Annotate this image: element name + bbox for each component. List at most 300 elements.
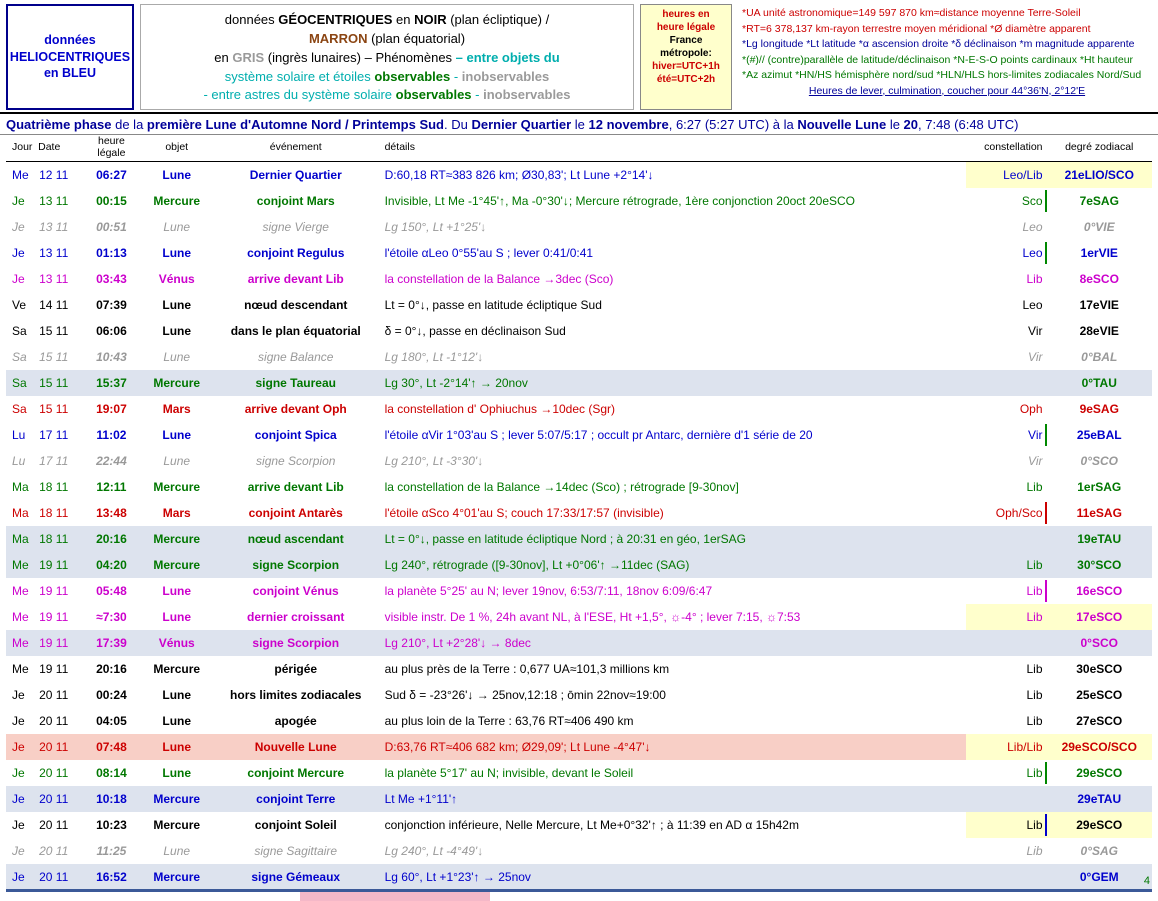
cell-details: Lt Me +1°11'↑ [379, 786, 967, 812]
cell-heure: 10:43 [96, 349, 127, 364]
cell-objet: Mercure [141, 552, 213, 578]
cell-date: 18 11 [39, 505, 69, 520]
visibility-bar [1045, 814, 1047, 836]
cell-date: 20 11 [39, 843, 69, 858]
geo-line3-a: en [214, 49, 233, 65]
table-row [6, 708, 1152, 734]
cell-objet: Mercure [153, 661, 201, 676]
cell-date: 20 11 [39, 687, 69, 702]
geo-line1-a: données [224, 12, 279, 27]
cell-constellation: Vir [1028, 453, 1043, 468]
cell-evenement: arrive devant Oph [244, 401, 347, 416]
cell-objet: Lune [163, 843, 191, 858]
cell-degre-zodiacal: 11eSAG [1076, 505, 1122, 520]
heliocentric-legend-box [6, 4, 134, 110]
cell-constellation: Lib [1026, 271, 1043, 286]
cell-heure: 11:02 [96, 427, 127, 442]
cell-constellation: Lib [1026, 661, 1043, 676]
cell-degre-zodiacal: 0°VIE [1083, 219, 1115, 234]
cell-heure: 19:07 [96, 401, 127, 416]
cell-evenement: arrive devant Lib [247, 271, 344, 286]
cell-heure: 22:44 [96, 453, 127, 468]
cell-date: 20 11 [36, 864, 82, 890]
cell-date: 19 11 [39, 609, 69, 624]
cell-objet: Lune [162, 583, 192, 598]
cell-degre-zodiacal: 17eSCO [1047, 604, 1153, 630]
cell-evenement: conjoint Spica [254, 427, 337, 442]
cell-heure: 00:51 [96, 219, 127, 234]
cell-degre-zodiacal: 0°GEM [1047, 864, 1153, 890]
cell-evenement: hors limites zodiacales [230, 687, 362, 702]
cell-jour: Lu [12, 453, 26, 468]
cell-constellation: Oph [1019, 401, 1043, 416]
cell-degre-zodiacal: 0°SCO [1080, 453, 1118, 468]
table-row [6, 448, 1152, 474]
cell-objet: Lune [162, 687, 192, 702]
cell-constellation: Lib [966, 812, 1046, 838]
cell-degre-zodiacal: 17eVIE [1079, 297, 1119, 312]
cell-details: la constellation de la Balance →3dec (Sco) [384, 271, 614, 286]
cell-objet: Lune [141, 734, 213, 760]
cell-objet: Lune [162, 765, 192, 780]
cell-evenement: Nouvelle Lune [213, 734, 379, 760]
cell-constellation [966, 630, 1046, 656]
cell-evenement: conjoint Mercure [247, 765, 345, 780]
cell-details: au plus près de la Terre : 0,677 UA≈101,3 millions km [384, 661, 670, 676]
cell-heure: 06:06 [96, 323, 127, 338]
cell-evenement: signe Sagittaire [254, 843, 338, 858]
col-header-event: événement [213, 135, 379, 162]
cell-date: 19 11 [36, 630, 82, 656]
page-number: 4 [1143, 875, 1150, 887]
cell-objet: Lune [162, 609, 192, 624]
phase-title [0, 112, 1158, 135]
cell-date: 12 11 [39, 167, 69, 182]
cell-constellation [966, 864, 1046, 890]
table-row [6, 812, 1152, 838]
cell-constellation: Oph/Sco [966, 500, 1046, 526]
cell-jour: Je [12, 713, 25, 728]
cell-heure: 05:48 [96, 583, 127, 598]
geo-line5-d: inobservables [483, 87, 571, 103]
table-row [6, 162, 1152, 188]
title-part-h: , 6:27 (5:27 UTC) à la [668, 117, 798, 132]
title-part-i: Nouvelle Lune [797, 117, 887, 132]
legend-line-4: Heures de lever, culmination, coucher pour 44°36'N, 2°12'E [808, 84, 1086, 97]
cell-heure: 00:24 [96, 687, 127, 702]
cell-date: 13 11 [39, 245, 69, 260]
table-row [6, 266, 1152, 292]
table-row [6, 188, 1152, 214]
cell-evenement: signe Balance [258, 349, 334, 364]
cell-degre-zodiacal: 21eLIO/SCO [1047, 162, 1153, 188]
cell-details: Sud δ = -23°26'↓ → 25nov,12:18 ; ōmin 22nov≈19:00 [384, 687, 666, 702]
cell-constellation: Lib [966, 552, 1046, 578]
cell-objet: Mercure [153, 817, 201, 832]
table-row [6, 292, 1152, 318]
legend-line-3: *(#)// (contre)parallèle de latitude/déclinaison *N-E-S-O points cardinaux *Ht hauteur *Az azimut *HN/HS hémisphère nord/sud *HLN/HLS hors-limites zodiacales Nord/Sud [742, 53, 1142, 82]
cell-heure: 17:39 [82, 630, 140, 656]
cell-constellation: Leo [966, 240, 1046, 266]
cell-evenement: périgée [274, 661, 318, 676]
cell-heure: 06:27 [96, 167, 127, 182]
visibility-bar [1045, 424, 1047, 446]
cell-details: D:60,18 RT≈383 826 km; Ø30,83'; Lt Lune +2°14'↓ [384, 167, 654, 182]
cell-evenement: signe Gémeaux [213, 864, 379, 890]
cell-jour: Je [12, 271, 25, 286]
cell-date: 14 11 [39, 297, 69, 312]
cell-objet: Mercure [141, 786, 213, 812]
cell-heure: 20:16 [96, 661, 127, 676]
table-row [6, 422, 1152, 448]
hour-line-2: heure légale [656, 22, 716, 33]
geo-line4-b: observables [374, 68, 451, 84]
cell-date: 15 11 [39, 401, 69, 416]
table-row [6, 370, 1152, 396]
cell-details: Invisible, Lt Me -1°45'↑, Ma -0°30'↓; Mercure rétrograde, 1ère conjonction 20oct 20eSCO [384, 193, 856, 208]
cell-jour: Ma [12, 479, 29, 494]
cell-degre-zodiacal: 30°SCO [1047, 552, 1153, 578]
cell-constellation: Lib [1026, 479, 1043, 494]
cell-constellation: Lib [1026, 687, 1043, 702]
cell-heure: 07:39 [96, 297, 127, 312]
cell-objet: Mercure [153, 479, 201, 494]
title-part-j: le [886, 117, 904, 132]
cell-date: 17 11 [39, 453, 69, 468]
table-row [6, 656, 1152, 682]
cell-jour: Je [12, 193, 25, 208]
cell-degre-zodiacal: 27eSCO [1076, 713, 1123, 728]
cell-date: 20 11 [39, 765, 69, 780]
table-row [6, 734, 1152, 760]
cell-objet: Lune [162, 713, 192, 728]
table-row [6, 344, 1152, 370]
geo-line1-c: en [392, 12, 415, 27]
cell-date: 15 11 [39, 323, 69, 338]
cell-heure: 04:20 [82, 552, 140, 578]
table-row [6, 552, 1152, 578]
cell-objet: Lune [162, 297, 192, 312]
cell-constellation: Lib [966, 760, 1046, 786]
cell-details: Lg 150°, Lt +1°25'↓ [384, 219, 487, 234]
cell-jour: Je [12, 817, 25, 832]
cell-evenement: signe Scorpion [213, 630, 379, 656]
visibility-bar [1045, 580, 1047, 602]
cell-details: Lg 210°, Lt +2°28'↓ → 8dec [379, 630, 967, 656]
cell-date: 20 11 [39, 817, 69, 832]
title-part-d: . Du [444, 117, 472, 132]
cell-objet: Mercure [141, 370, 213, 396]
cell-details: conjonction inférieure, Nelle Mercure, Lt Me+0°32'↑ ; à 11:39 en AD α 15h42m [384, 817, 799, 832]
cell-evenement: conjoint Mars [256, 193, 335, 208]
cell-constellation: Leo [1022, 219, 1043, 234]
cell-details: Lg 30°, Lt -2°14'↑ → 20nov [379, 370, 967, 396]
cell-degre-zodiacal: 1erVIE [1080, 245, 1118, 260]
geo-line3-c: (ingrès lunaires) – Phénomènes [264, 49, 456, 65]
cell-degre-zodiacal: 9eSAG [1079, 401, 1119, 416]
cell-evenement: conjoint Antarès [248, 505, 343, 520]
title-part-g: 12 novembre [588, 117, 669, 132]
cell-jour: Ma [6, 526, 36, 552]
geo-line1-b: GÉOCENTRIQUES [278, 12, 393, 27]
cell-heure: 11:25 [96, 843, 127, 858]
cell-jour: Ve [12, 297, 27, 312]
geo-line3-d: – entre objets du [455, 49, 560, 65]
hour-line-4: métropole: [660, 48, 712, 59]
cell-evenement: nœud ascendant [213, 526, 379, 552]
cell-evenement: signe Taureau [213, 370, 379, 396]
cell-objet: Lune [162, 427, 192, 442]
cell-jour: Ma [12, 505, 29, 520]
geo-line5-b: observables [395, 87, 472, 103]
cell-details: la constellation d' Ophiuchus →10dec (Sgr) [384, 401, 616, 416]
table-row [6, 786, 1152, 812]
cell-objet: Vénus [141, 630, 213, 656]
cell-jour: Je [6, 786, 36, 812]
cell-degre-zodiacal: 19eTAU [1047, 526, 1153, 552]
geo-line4-a: système solaire et étoiles [224, 68, 375, 84]
col-header-constellation: constellation [966, 135, 1046, 162]
cell-details: Lg 180°, Lt -1°12'↓ [384, 349, 484, 364]
cell-date: 20 11 [36, 786, 82, 812]
cell-degre-zodiacal: 30eSCO [1076, 661, 1123, 676]
legal-hour-box [640, 4, 732, 110]
cell-details: l'étoile αSco 4°01'au S; couch 17:33/17:57 (invisible) [384, 505, 664, 520]
geocentric-legend-box [140, 4, 634, 110]
cell-degre-zodiacal: 7eSAG [1079, 193, 1119, 208]
cell-details: la planète 5°25' au N; lever 19nov, 6:53/7:11, 18nov 6:09/6:47 [384, 583, 713, 598]
cell-date: 15 11 [36, 370, 82, 396]
cell-jour: Me [12, 583, 29, 598]
cell-heure: 08:14 [96, 765, 127, 780]
cell-constellation: Lib [966, 604, 1046, 630]
table-row [6, 838, 1152, 864]
geo-line4-c: - [450, 68, 462, 84]
title-part-l: , 7:48 (6:48 UTC) [918, 117, 1019, 132]
cell-jour: Me [12, 609, 29, 624]
cell-date: 17 11 [39, 427, 69, 442]
cell-constellation: Lib [1026, 843, 1043, 858]
cell-date: 15 11 [39, 349, 69, 364]
title-part-f: le [571, 117, 589, 132]
cell-evenement: arrive devant Lib [247, 479, 344, 494]
cell-details: Lg 60°, Lt +1°23'↑ → 25nov [379, 864, 967, 890]
helio-line-3: en BLEU [43, 66, 97, 81]
table-row [6, 864, 1152, 890]
cell-evenement: dernier croissant [247, 609, 345, 624]
table-row [6, 500, 1152, 526]
visibility-bar [1045, 762, 1047, 784]
cell-jour: Me [6, 630, 36, 656]
cell-heure: 01:13 [96, 245, 127, 260]
cell-jour: Sa [12, 401, 27, 416]
cell-degre-zodiacal: 29eSCO [1076, 765, 1123, 780]
cell-degre-zodiacal: 28eVIE [1079, 323, 1119, 338]
cell-heure: 16:52 [82, 864, 140, 890]
cell-heure: 20:16 [82, 526, 140, 552]
cell-constellation: Lib [966, 578, 1046, 604]
col-header-details: détails [379, 135, 967, 162]
cell-constellation: Leo/Lib [966, 162, 1046, 188]
geo-line1-e: (plan écliptique) / [446, 12, 550, 27]
cell-constellation: Vir [1028, 349, 1043, 364]
cell-degre-zodiacal: 0°SAG [1080, 843, 1118, 858]
cell-evenement: conjoint Terre [213, 786, 379, 812]
cell-objet: Vénus [158, 271, 195, 286]
abbreviation-legend [738, 4, 1152, 110]
cell-details: l'étoile αLeo 0°55'au S ; lever 0:41/0:41 [384, 245, 594, 260]
cell-heure: 13:48 [96, 505, 127, 520]
col-header-degre: degré zodiacal [1047, 135, 1153, 162]
cell-degre-zodiacal: 25eBAL [1076, 427, 1122, 442]
cell-jour: Sa [6, 370, 36, 396]
cell-details: Lt = 0°↓, passe en latitude écliptique Nord ; à 20:31 en géo, 1erSAG [379, 526, 967, 552]
cell-heure: 03:43 [96, 271, 127, 286]
cell-evenement: Dernier Quartier [249, 167, 342, 182]
cell-details: Lt = 0°↓, passe en latitude écliptique Sud [384, 297, 602, 312]
cell-details: la constellation de la Balance →14dec (Sco) ; rétrograde [9-30nov] [384, 479, 739, 494]
cell-date: 13 11 [39, 193, 69, 208]
cell-details: Lg 240°, rétrograde ([9-30nov], Lt +0°06'↑ →11dec (SAG) [379, 552, 967, 578]
cell-objet: Lune [162, 323, 192, 338]
cell-constellation: Leo [1022, 297, 1043, 312]
cell-objet: Mercure [141, 864, 213, 890]
header [0, 0, 1158, 112]
cell-jour: Je [12, 765, 25, 780]
table-row [6, 526, 1152, 552]
hour-line-3: France [669, 35, 703, 46]
cell-jour: Je [12, 843, 25, 858]
cell-degre-zodiacal: 16eSCO [1076, 583, 1123, 598]
legend-line-1: *RT=6 378,137 km-rayon terrestre moyen méridional *Ø diamètre apparent [742, 22, 1091, 35]
cell-constellation: Lib [1026, 713, 1043, 728]
helio-line-1: données [44, 32, 96, 47]
cell-constellation [966, 786, 1046, 812]
geo-line2-a: MARRON [308, 30, 368, 46]
cell-objet: Lune [163, 219, 191, 234]
helio-line-2: HELIOCENTRIQUES [9, 49, 131, 64]
table-row [6, 682, 1152, 708]
cell-objet: Lune [162, 245, 192, 260]
ephemeris-table [6, 135, 1152, 890]
hour-line-1: heures en [662, 9, 710, 20]
cell-jour: Me [12, 661, 29, 676]
cell-constellation: Vir [966, 422, 1046, 448]
cell-degre-zodiacal: 29eSCO/SCO [1047, 734, 1153, 760]
cell-degre-zodiacal: 1erSAG [1077, 479, 1122, 494]
cell-evenement: conjoint Soleil [254, 817, 337, 832]
col-header-jour: Jour [6, 135, 36, 162]
cell-details: l'étoile αVir 1°03'au S ; lever 5:07/5:17 ; occult pr Antarc, dernière d'1 série de 20 [384, 427, 813, 442]
cell-objet: Mercure [141, 526, 213, 552]
cell-constellation [966, 526, 1046, 552]
footer-pink-band [300, 892, 490, 901]
footer-rule [6, 889, 1152, 892]
cell-details: la planète 5°17' au N; invisible, devant le Soleil [384, 765, 634, 780]
cell-degre-zodiacal: 0°SCO [1047, 630, 1153, 656]
cell-heure: ≈7:30 [96, 609, 127, 624]
table-row [6, 760, 1152, 786]
visibility-bar [1045, 242, 1047, 264]
cell-objet: Lune [163, 349, 191, 364]
table-header-row [6, 135, 1152, 162]
table-row [6, 578, 1152, 604]
cell-evenement: apogée [274, 713, 317, 728]
cell-date: 18 11 [39, 479, 69, 494]
cell-jour: Sa [12, 349, 27, 364]
cell-evenement: signe Vierge [262, 219, 329, 234]
cell-jour: Je [12, 245, 25, 260]
cell-heure: 00:15 [96, 193, 127, 208]
cell-details: visible instr. De 1 %, 24h avant NL, à l'ESE, Ht +1,5°, ☼-4° ; lever 7:15, ☼7:53 [384, 609, 801, 624]
geo-line3-b: GRIS [232, 49, 265, 65]
cell-constellation: Lib/Lib [966, 734, 1046, 760]
cell-date: 18 11 [36, 526, 82, 552]
cell-degre-zodiacal: 25eSCO [1076, 687, 1123, 702]
table-body [6, 162, 1152, 890]
cell-jour: Je [12, 687, 25, 702]
legend-line-0: *UA unité astronomique=149 597 870 km≈distance moyenne Terre-Soleil [742, 7, 1081, 19]
cell-date: 13 11 [39, 271, 69, 286]
cell-jour: Sa [12, 323, 27, 338]
cell-details: Lg 240°, Lt -4°49'↓ [384, 843, 484, 858]
hour-line-6: été=UTC+2h [656, 74, 716, 85]
table-row [6, 240, 1152, 266]
cell-degre-zodiacal: 0°BAL [1081, 349, 1118, 364]
cell-objet: Lune [163, 453, 191, 468]
table-row [6, 604, 1152, 630]
geo-line5-c: - [471, 87, 484, 103]
cell-objet: Mars [162, 505, 191, 520]
cell-constellation [966, 370, 1046, 396]
cell-date: 19 11 [36, 552, 82, 578]
cell-objet: Mercure [153, 193, 201, 208]
cell-evenement: signe Scorpion [256, 453, 336, 468]
table-row [6, 630, 1152, 656]
cell-evenement: conjoint Regulus [247, 245, 345, 260]
cell-details: Lg 210°, Lt -3°30'↓ [384, 453, 484, 468]
cell-heure: 07:48 [82, 734, 140, 760]
geo-line4-d: inobservables [461, 68, 550, 84]
cell-evenement: dans le plan équatorial [230, 323, 361, 338]
cell-jour: Je [12, 219, 25, 234]
cell-objet: Lune [162, 167, 192, 182]
hour-line-5: hiver=UTC+1h [652, 61, 720, 72]
cell-date: 20 11 [39, 713, 69, 728]
cell-heure: 15:37 [82, 370, 140, 396]
cell-jour: Je [6, 734, 36, 760]
cell-date: 13 11 [39, 219, 69, 234]
title-part-e: Dernier Quartier [471, 117, 572, 132]
cell-constellation: Sco [966, 188, 1046, 214]
geo-line2-b: (plan équatorial) [367, 30, 466, 46]
cell-jour: Je [6, 864, 36, 890]
cell-constellation: Vir [1028, 323, 1043, 338]
cell-jour: Lu [12, 427, 26, 442]
visibility-bar [1045, 190, 1047, 212]
cell-degre-zodiacal: 29eTAU [1047, 786, 1153, 812]
cell-degre-zodiacal: 29eSCO [1047, 812, 1153, 838]
cell-evenement: signe Scorpion [213, 552, 379, 578]
cell-evenement: conjoint Vénus [252, 583, 339, 598]
cell-date: 19 11 [39, 583, 69, 598]
cell-degre-zodiacal: 0°TAU [1047, 370, 1153, 396]
cell-objet: Mars [162, 401, 191, 416]
cell-details: D:63,76 RT≈406 682 km; Ø29,09'; Lt Lune -4°47'↓ [379, 734, 967, 760]
cell-jour: Me [12, 167, 29, 182]
cell-jour: Me [6, 552, 36, 578]
cell-details: au plus loin de la Terre : 63,76 RT≈406 490 km [384, 713, 634, 728]
